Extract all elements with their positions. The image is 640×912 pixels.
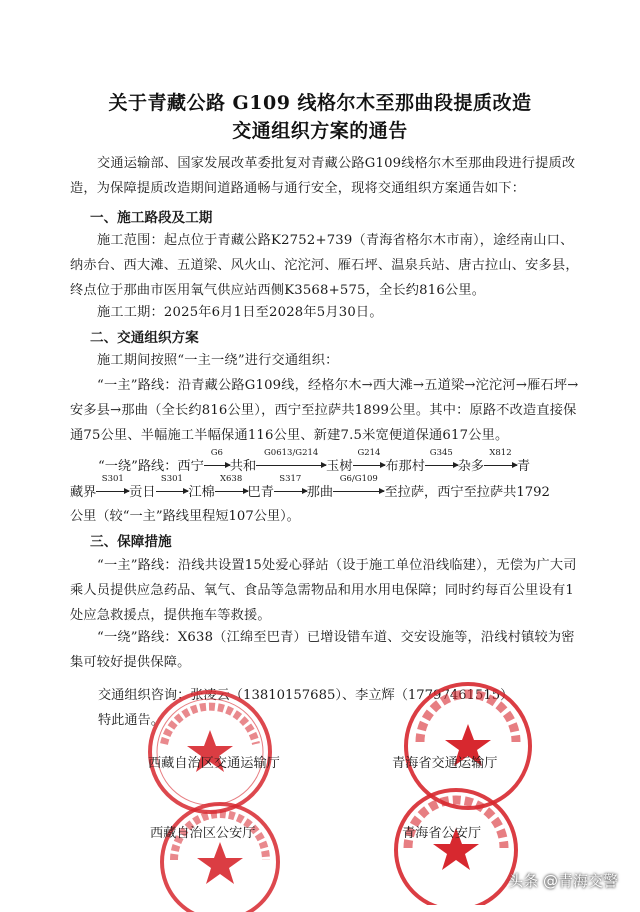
closing-text: 特此通告。 <box>98 713 164 728</box>
notice-title-line2: 交通组织方案的通告 <box>232 120 408 142</box>
detour2-road-code: G6/G109 <box>339 474 378 484</box>
section3-main: “一主”路线：沿线共设置15处爱心驿站（设于施工单位沿线临建），无偿为广大司乘人员提供应急药品、氧气、食品等急需物品和用水用电保障；同时约每百公里设有1处应急救援点，提供拖车等救援。 <box>70 558 577 623</box>
qinghai-police-seal <box>386 778 526 905</box>
signature-xizang-transport: 西藏自治区交通运输厅 <box>148 756 280 771</box>
detour-steps-2 <box>96 474 425 500</box>
intro-paragraph: 交通运输部、国家发展改革委批复对青藏公路G109线格尔木至那曲段进行提质改造，为保障提质改造期间道路通畅与通行安全，现将交通组织方案通告如下： <box>70 156 576 196</box>
detour2-road-arrow <box>156 474 189 500</box>
detour1-road-arrow <box>256 448 326 474</box>
detour2-place: 江棉 <box>188 485 215 500</box>
detour2-road-code: S301 <box>160 474 183 484</box>
arrow-right-icon <box>425 465 458 466</box>
xizang-police-seal <box>150 792 290 912</box>
arrow-right-icon <box>274 491 307 492</box>
detour1-road-code: G345 <box>429 448 453 458</box>
arrow-right-icon <box>256 465 326 466</box>
detour-steps-1 <box>204 448 531 474</box>
section1-scope: 施工范围：起点位于青藏公路K2752+739（青海省格尔木市南），途经南山口、纳赤台、西大滩、五道梁、风火山、沱沱河、雁石坪、温泉兵站、唐古拉山、安多县，终点位于那曲市医用氧气供应站西侧K3568+575，全长约816公里。 <box>70 233 579 298</box>
detour1-road-code: G0613/G214 <box>264 448 319 458</box>
detour1-road-arrow <box>353 448 386 474</box>
detour2-road-code: S301 <box>101 474 124 484</box>
detour2-road-arrow <box>274 474 307 500</box>
section3-detour: “一绕”路线：X638（江绵至巴青）已增设错车道、交安设施等，沿线村镇较为密集可较好提供保障。 <box>70 630 575 670</box>
signature-qinghai-police: 青海省公安厅 <box>402 826 482 841</box>
detour2-road-arrow <box>333 474 384 500</box>
detour2-road-arrow <box>215 474 248 500</box>
section1-heading: 一、施工路段及工期 <box>90 210 213 226</box>
detour2-place: 贡日 <box>129 485 156 500</box>
detour1-place: 杂多 <box>457 459 485 474</box>
detour-line2-start: 藏界 <box>70 485 97 500</box>
section2-heading: 二、交通组织方案 <box>90 330 199 346</box>
notice-title-line1: 关于青藏公路 G109 线格尔木至那曲段提质改造 <box>108 92 532 114</box>
arrow-right-icon <box>204 465 230 466</box>
detour1-road-arrow <box>425 448 458 474</box>
section2-lead: 施工期间按照“一主一绕”进行交通组织： <box>97 353 339 368</box>
detour1-place: 玉树 <box>326 459 353 474</box>
section2-main-route: “一主”路线：沿青藏公路G109线，经格尔木→西大滩→五道梁→沱沱河→雁石坪→安多县→那曲（全长约816公里），西宁至拉萨共1899公里。其中：原路不改造直接保通75公里、半幅施工半幅保通116公里、新建7.5米宽便道保通617公里。 <box>70 378 579 443</box>
detour2-road-arrow <box>96 474 129 500</box>
detour2-place: 至拉萨 <box>384 485 425 500</box>
detour-route-line1 <box>98 448 618 474</box>
detour1-place: 青 <box>516 459 531 474</box>
arrow-right-icon <box>353 465 386 466</box>
watermark: 头条 @青海交警 <box>508 872 618 890</box>
arrow-right-icon <box>156 491 189 492</box>
section1-period: 施工工期：2025年6月1日至2028年5月30日。 <box>97 305 383 320</box>
detour-route-line2 <box>70 474 590 500</box>
detour1-place: 布那村 <box>385 459 425 474</box>
signature-xizang-police: 西藏自治区公安厅 <box>150 826 256 841</box>
detour1-place: 共和 <box>229 459 257 474</box>
detour1-road-arrow <box>204 448 230 474</box>
detour1-road-code: G214 <box>357 448 381 458</box>
contact-info: 交通组织咨询：张凌云（13810157685）、李立辉（17797461515） <box>98 688 514 703</box>
section3-heading: 三、保障措施 <box>90 534 172 550</box>
detour-line2-end: ，西宁至拉萨共1792 <box>424 485 550 500</box>
detour1-road-code: X812 <box>489 448 512 458</box>
detour-route-line3: 公里（较“一主”路线里程短107公里）。 <box>70 509 300 524</box>
detour1-road-arrow <box>484 448 517 474</box>
detour2-place: 那曲 <box>306 485 334 500</box>
arrow-right-icon <box>96 491 129 492</box>
detour1-road-code: G6 <box>210 448 223 458</box>
arrow-right-icon <box>215 491 248 492</box>
detour2-road-code: X638 <box>219 474 243 484</box>
signature-qinghai-transport: 青海省交通运输厅 <box>392 756 498 771</box>
detour-prefix: “一绕”路线：西宁 <box>98 459 204 474</box>
detour2-place: 巴青 <box>247 485 274 500</box>
detour2-road-code: S317 <box>279 474 302 484</box>
arrow-right-icon <box>333 491 384 492</box>
arrow-right-icon <box>484 465 517 466</box>
